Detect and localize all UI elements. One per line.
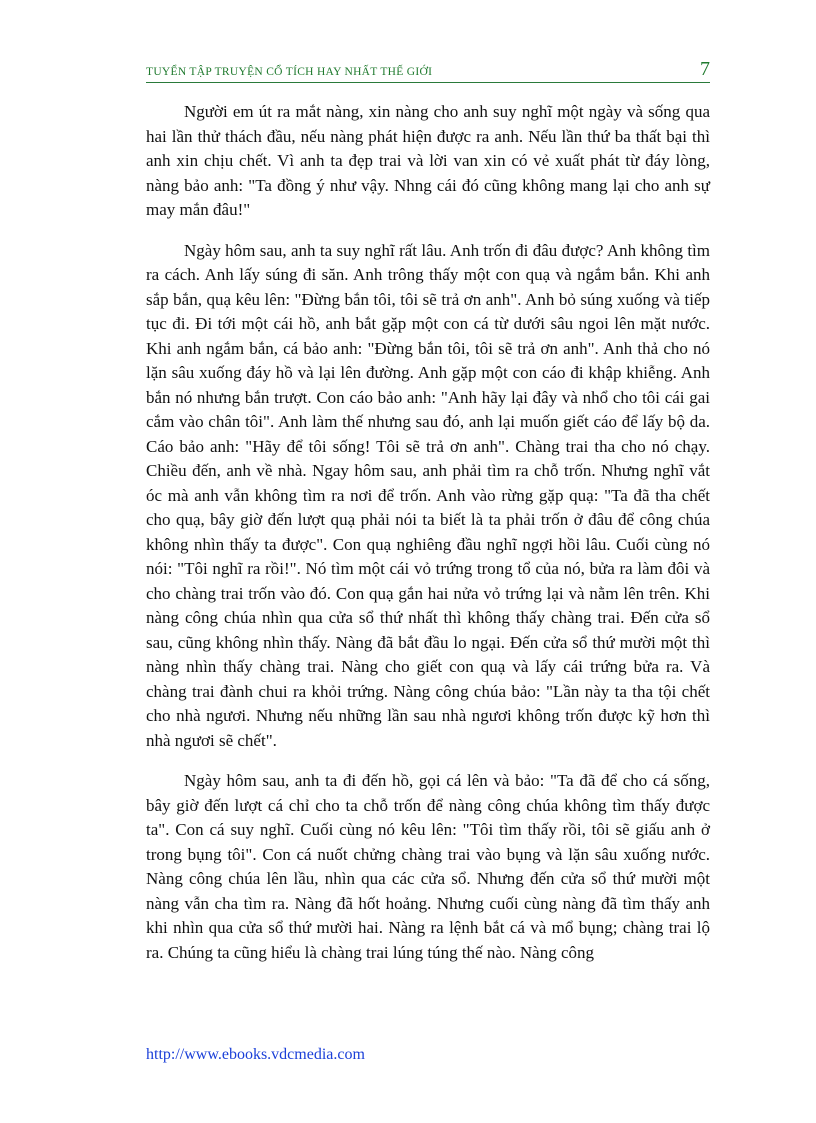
footer-website-link[interactable]: http://www.ebooks.vdcmedia.com (146, 1046, 365, 1063)
paragraph: Ngày hôm sau, anh ta suy nghĩ rất lâu. Anh trốn đi đâu được? Anh không tìm ra cách. Anh lấy súng đi săn. Anh trông thấy một con quạ và ngắm bắn. Khi anh sắp bắn, quạ kêu lên: "Đừng bắn tôi, tôi sẽ trả ơn anh". Anh bỏ súng xuống và tiếp tục đi. Đi tới một cái hồ, anh bắt gặp một con cá từ dưới sâu ngoi lên mặt nước. Khi anh ngắm bắn, cá bảo anh: "Đừng bắn tôi, tôi sẽ trả ơn anh". Anh thả cho nó lặn sâu xuống đáy hồ và lại lên đường. Anh gặp một con cáo đi khập khiễng. Anh bắn nó nhưng bắn trượt. Con cáo bảo anh: "Anh hãy lại đây và nhổ cho tôi cái gai cắm vào chân tôi". Anh làm thế nhưng sau đó, anh lại muốn giết cáo để lấy bộ da. Cáo bảo anh: "Hãy để tôi sống! Tôi sẽ trả ơn anh". Chàng trai tha cho nó chạy. Chiều đến, anh về nhà. Ngay hôm sau, anh phải tìm ra chỗ trốn. Nhưng nghĩ vắt óc mà anh vẫn không tìm ra nơi để trốn. Anh vào rừng gặp quạ: "Ta đã tha chết cho quạ, bây giờ đến lượt quạ phải nói ta biết là ta phải trốn ở đâu để công chúa không nhìn thấy ta được". Con quạ nghiêng đầu nghĩ ngợi hồi lâu. Cuối cùng nó nói: "Tôi nghĩ ra rồi!". Nó tìm một cái vỏ trứng trong tổ của nó, bửa ra làm đôi và cho chàng trai trốn vào đó. Con quạ gắn hai nửa vỏ trứng lại và nằm lên trên. Khi nàng công chúa nhìn qua cửa sổ thứ nhất thì không thấy chàng trai. Đến cửa sổ sau, cũng không nhìn thấy. Nàng đã bắt đầu lo ngại. Đến cửa sổ thứ mười một thì nàng nhìn thấy chàng trai. Nàng cho giết con quạ và lấy cái trứng bửa ra. Và chàng trai đành chui ra khỏi trứng. Nàng công chúa bảo: "Lần này ta tha tội chết cho nhà ngươi. Nhưng nếu những lần sau nhà ngươi không trốn được kỹ hơn thì nhà ngươi sẽ chết". (146, 240, 710, 750)
paragraph: Người em út ra mắt nàng, xin nàng cho anh suy nghĩ một ngày và sống qua hai lần thử thách đầu, nếu nàng phát hiện được ra anh. Nếu lần thứ ba thất bại thì anh xin chịu chết. Vì anh ta đẹp trai và lời van xin có vẻ xuất phát từ đáy lòng, nàng bảo anh: "Ta đồng ý như vậy. Nhng cái đó cũng không mang lại cho anh sự may mắn đâu!" (146, 102, 710, 219)
running-header (146, 60, 710, 83)
book-title: TUYỂN TẬP TRUYỆN CỔ TÍCH HAY NHẤT THẾ GIỚI (146, 66, 433, 78)
page-number: 7 (700, 58, 710, 80)
body-text (146, 100, 710, 981)
paragraph: Ngày hôm sau, anh ta đi đến hồ, gọi cá lên và bảo: "Ta đã để cho cá sống, bây giờ đến lượt cá chỉ cho ta chỗ trốn để nàng công chúa không tìm thấy được ta". Con cá suy nghĩ. Cuối cùng nó kêu lên: "Tôi tìm thấy rồi, tôi sẽ giấu anh ở trong bụng tôi". Con cá nuốt chửng chàng trai vào bụng và lặn sâu xuống nước. Nàng công chúa lên lầu, nhìn qua các cửa sổ. Nhưng đến cửa sổ thứ mười một nàng vẫn cha tìm ra. Nàng đã hốt hoảng. Nhưng cuối cùng nàng đã tìm thấy anh khi nhìn qua cửa sổ thứ mười hai. Nàng ra lệnh bắt cá và mổ bụng; chàng trai lộ ra. Chúng ta cũng hiểu là chàng trai lúng túng thế nào. Nàng công (146, 771, 710, 962)
